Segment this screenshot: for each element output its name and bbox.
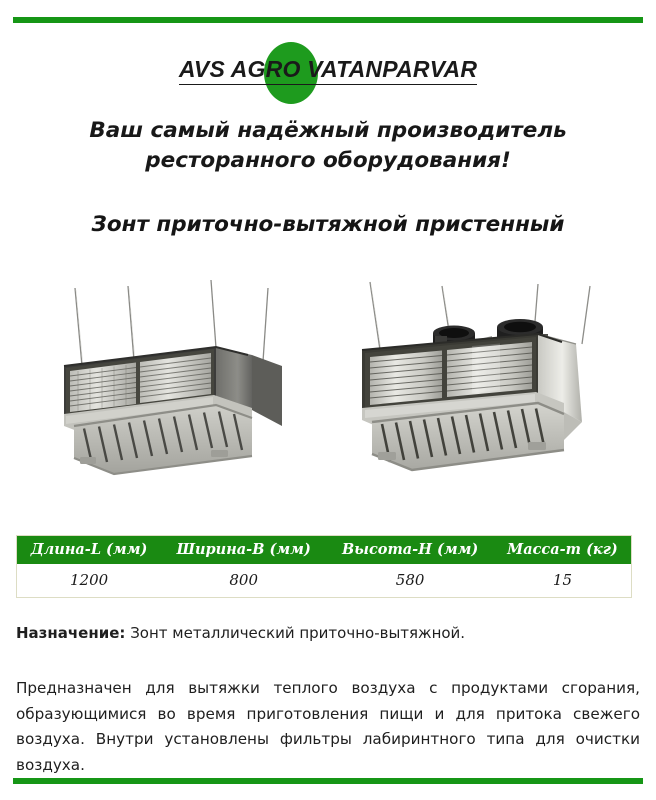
table-header-length: Длина-L (мм)	[17, 536, 162, 565]
description-paragraph: Предназначен для вытяжки теплого воздуха с продуктами сгорания, образующимися во время приготовления пищи и для притока свежего воздуха. Внутри установлены фильтры лабиринтного типа для очистки воздуха.	[16, 679, 640, 774]
headline-line-2: ресторанного оборудования!	[145, 148, 511, 173]
bottom-divider-rule	[13, 778, 643, 784]
product-photo-gallery	[0, 268, 656, 480]
purpose-label: Назначение:	[16, 624, 126, 642]
cell-mass-value: 15	[494, 564, 632, 598]
purpose-line	[16, 622, 640, 644]
cell-height-value: 580	[326, 564, 494, 598]
table-header-row	[17, 536, 632, 565]
product-photo-right	[332, 272, 614, 476]
table-header-width: Ширина-B (мм)	[161, 536, 326, 565]
logo-text-inner: AVS AGRO VATANPARVAR	[179, 56, 477, 85]
specifications-table	[16, 535, 632, 598]
product-photo-left	[56, 276, 330, 476]
headline	[28, 116, 628, 176]
cell-length-value: 1200	[17, 564, 162, 598]
cell-width-value: 800	[161, 564, 326, 598]
purpose-value: Зонт металлический приточно-вытяжной.	[130, 624, 466, 642]
table-header-mass: Масса-m (кг)	[494, 536, 632, 565]
table-header-height: Высота-H (мм)	[326, 536, 494, 565]
top-divider-rule	[13, 17, 643, 23]
logo-text	[0, 56, 656, 85]
page-title: Зонт приточно-вытяжной пристенный	[91, 212, 565, 237]
table-row	[17, 564, 632, 598]
headline-line-1: Ваш самый надёжный производитель	[89, 118, 567, 143]
company-logo	[0, 42, 656, 104]
